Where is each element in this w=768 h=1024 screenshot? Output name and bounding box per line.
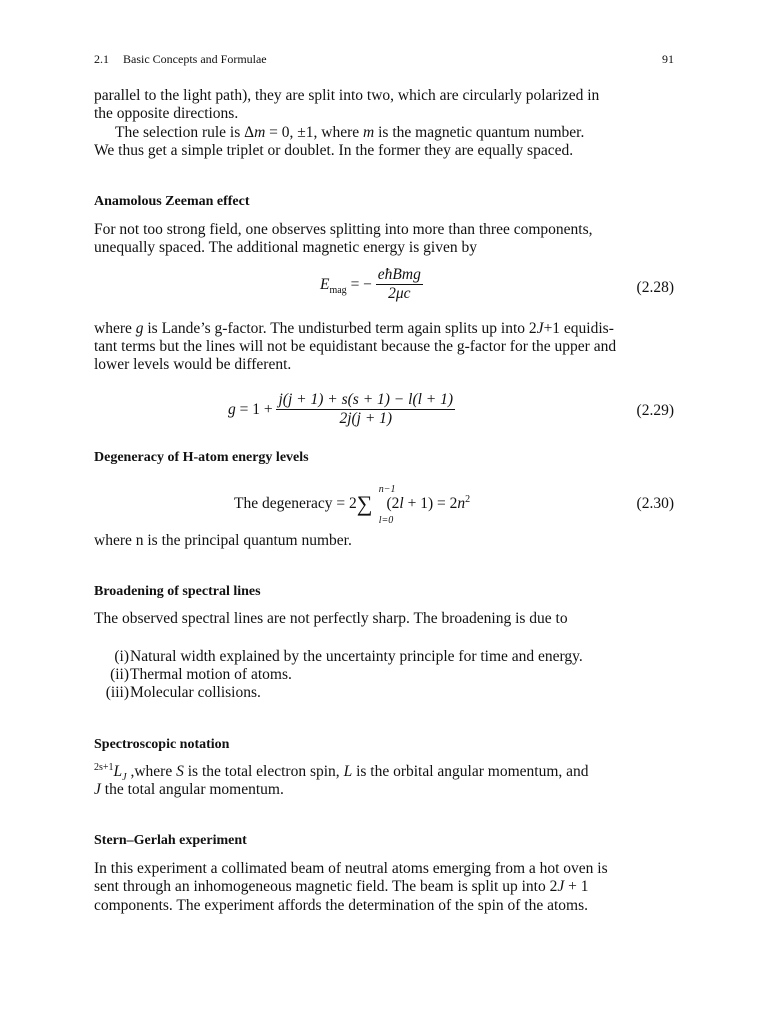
fraction <box>276 391 455 428</box>
list-text: Molecular collisions. <box>130 684 261 701</box>
running-header <box>94 52 674 66</box>
list-label: (ii) <box>110 666 129 683</box>
paragraph-line <box>94 320 674 338</box>
sum-lower-limit: l=0 <box>378 515 394 526</box>
math-L: L <box>343 763 353 780</box>
math-J: J <box>557 878 565 895</box>
intro-line-2: the opposite directions. <box>94 105 239 122</box>
paragraph-line <box>94 761 674 784</box>
math-J: J <box>94 781 101 798</box>
selection-rule-line <box>94 124 695 142</box>
subscript-mag: mag <box>329 284 347 296</box>
list-text: Thermal motion of atoms. <box>130 666 292 683</box>
section-heading: Degeneracy of H-atom energy levels <box>94 450 309 465</box>
superscript: 2 <box>465 493 471 505</box>
section-heading: Anamolous Zeeman effect <box>94 194 250 209</box>
section-heading: Stern–Gerlah experiment <box>94 833 247 848</box>
text-run: + 1 <box>564 878 589 895</box>
math-E: E <box>320 275 330 293</box>
section-title: Basic Concepts and Formulae <box>123 52 267 66</box>
text-run: the total angular momentum. <box>100 781 284 798</box>
numerator: eħBmg <box>377 266 421 283</box>
paragraph-line: where n is the principal quantum number. <box>94 532 352 549</box>
header-left <box>94 52 267 66</box>
equals-minus: = − <box>346 275 372 293</box>
text-run: is the orbital angular momentum, and <box>352 763 589 780</box>
math-J: J <box>536 320 544 337</box>
delta-symbol: Δ <box>244 124 255 141</box>
text-run: (2 <box>386 495 400 512</box>
math-g: g <box>228 400 236 418</box>
sum-symbol: ∑ <box>356 491 373 516</box>
text-run: +1 equidis- <box>543 320 614 337</box>
denominator: 2j(j + 1) <box>339 410 393 427</box>
math-g: g <box>135 320 144 337</box>
equation-body <box>228 391 455 428</box>
paragraph-line <box>94 781 674 799</box>
section-number: 2.1 <box>94 52 109 66</box>
section-heading: Broadening of spectral lines <box>94 584 261 599</box>
list-label: (iii) <box>105 684 129 701</box>
paragraph-line: In this experiment a collimated beam of neutral atoms emerging from a hot oven is <box>94 860 608 877</box>
math-n: n <box>457 495 466 512</box>
superscript: 2s+1 <box>94 761 114 773</box>
text-run: sent through an inhomogeneous magnetic field. The beam is split up into 2 <box>94 878 558 895</box>
text-run: ,where <box>126 763 177 780</box>
text-run: is Lande’s g-factor. The undisturbed term again splits up into 2 <box>143 320 537 337</box>
text-run: where <box>94 320 136 337</box>
paragraph-line <box>94 878 674 896</box>
page-number: 91 <box>662 52 674 66</box>
list-label: (i) <box>114 648 129 665</box>
math-S: S <box>176 763 184 780</box>
list-text: Natural width explained by the uncertainty principle for time and energy. <box>130 648 583 665</box>
paragraph-line: For not too strong field, one observes splitting into more than three components, <box>94 221 593 238</box>
paragraph-line: lower levels would be different. <box>94 356 292 373</box>
summation <box>356 484 396 526</box>
equals-one-plus: = 1 + <box>235 400 273 418</box>
equation-number: (2.29) <box>636 402 674 419</box>
section-heading: Spectroscopic notation <box>94 737 230 752</box>
equation-number: (2.30) <box>636 495 674 512</box>
book-page <box>94 0 674 1024</box>
intro-line-4: We thus get a simple triplet or doublet. In the former they are equally spaced. <box>94 142 574 159</box>
text-run: is the total electron spin, <box>183 763 344 780</box>
text-run: is the magnetic quantum number. <box>374 124 585 141</box>
subscript-J: J <box>122 772 127 784</box>
degeneracy-label: The degeneracy = 2 <box>234 495 357 512</box>
equation-body <box>234 484 471 526</box>
sum-upper-limit: n−1 <box>378 484 396 495</box>
text-run: + 1) = 2 <box>403 495 458 512</box>
equation-body <box>320 266 423 303</box>
paragraph-line: The observed spectral lines are not perfectly sharp. The broadening is due to <box>94 610 568 627</box>
math-l: l <box>399 495 404 512</box>
paragraph-line: tant terms but the lines will not be equidistant because the g-factor for the upper and <box>94 338 617 355</box>
numerator: j(j + 1) + s(s + 1) − l(l + 1) <box>278 391 454 408</box>
math-m: m <box>363 124 375 141</box>
equation-number: (2.28) <box>636 279 674 296</box>
list-item <box>94 684 261 702</box>
math-L: L <box>113 763 123 780</box>
list-item <box>94 666 292 684</box>
paragraph-line: unequally spaced. The additional magnetic energy is given by <box>94 239 477 256</box>
text-run: The selection rule is <box>115 124 245 141</box>
paragraph-line: components. The experiment affords the determination of the spin of the atoms. <box>94 897 589 914</box>
denominator: 2μc <box>388 285 411 302</box>
intro-line-1: parallel to the light path), they are split into two, which are circularly polarized in <box>94 87 600 104</box>
list-item <box>94 648 583 666</box>
fraction <box>376 266 423 303</box>
text-run: = 0, ±1, where <box>265 124 364 141</box>
math-m: m <box>254 124 266 141</box>
